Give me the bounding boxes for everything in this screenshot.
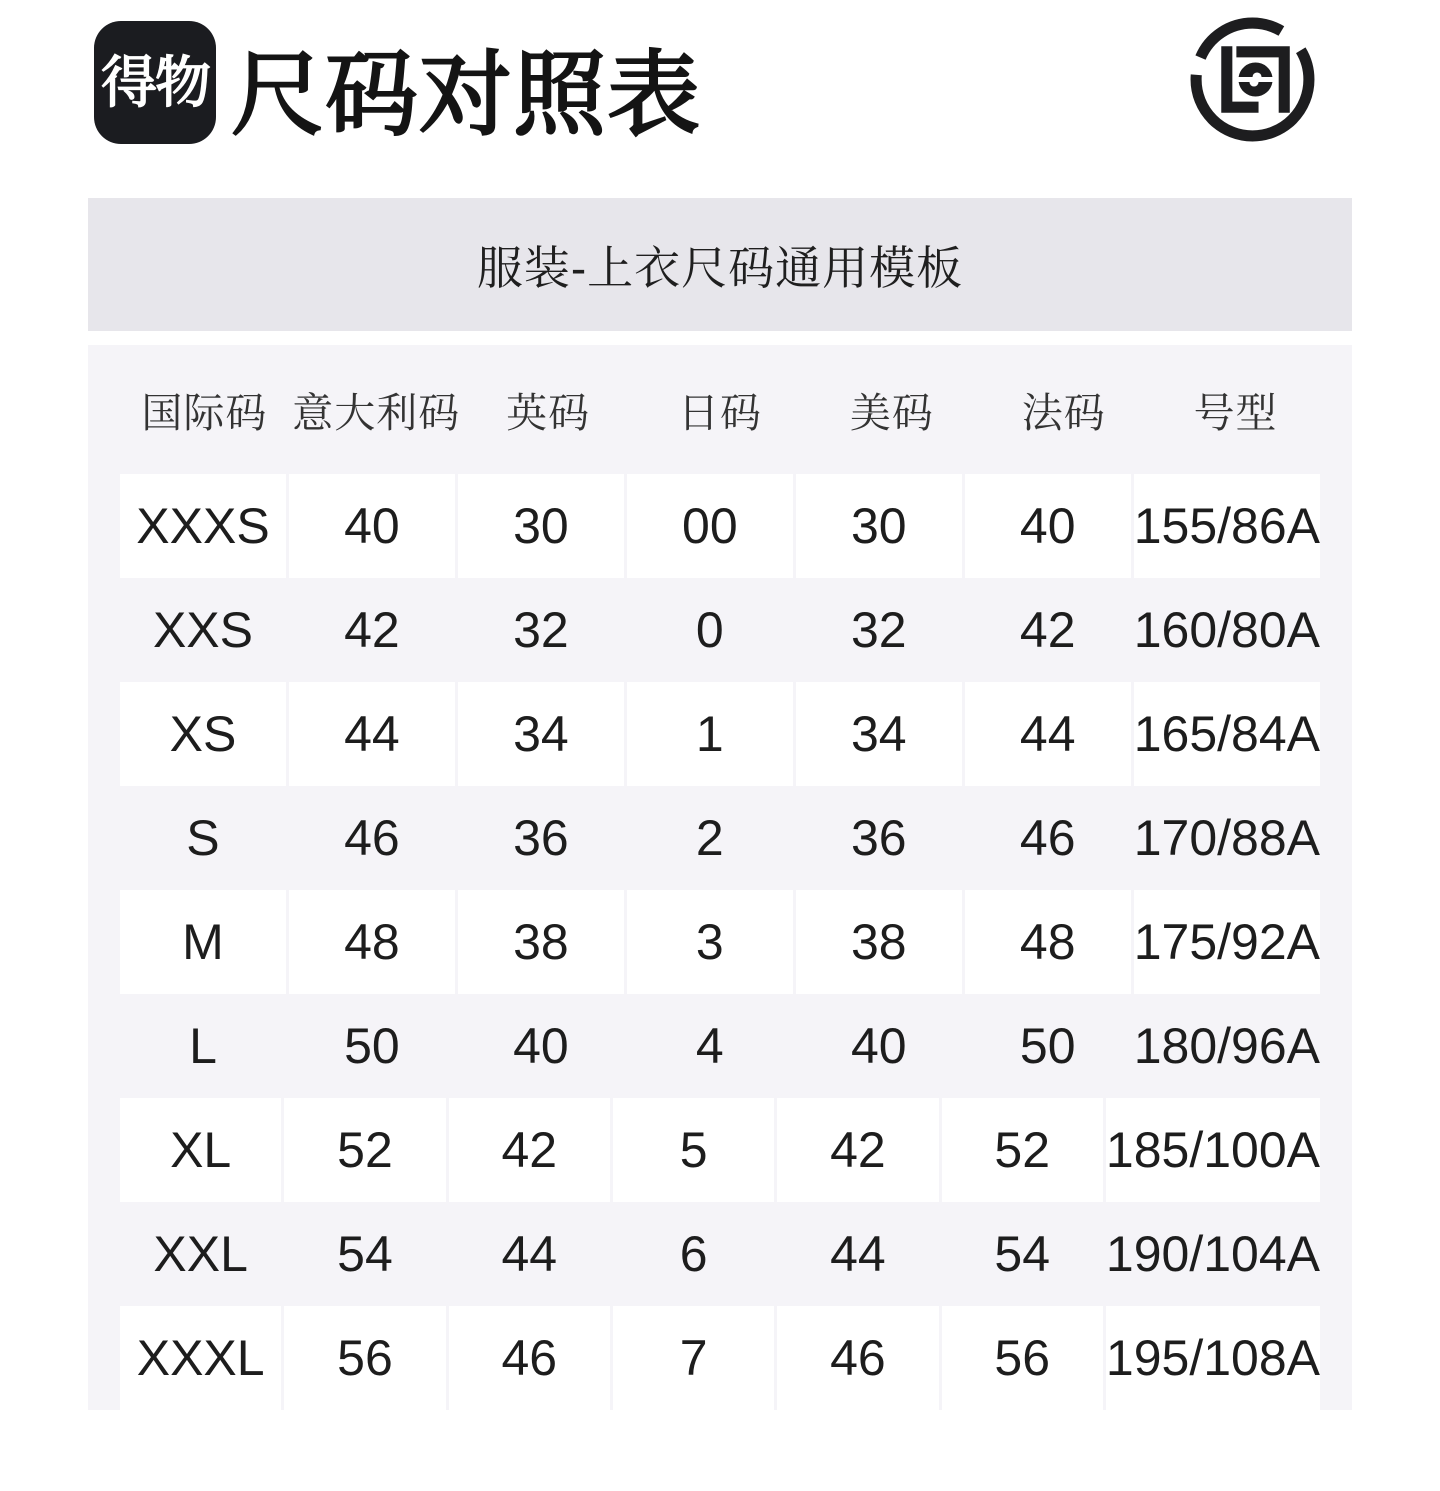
table-cell: 160/80A [1133,602,1320,658]
table-cell: 46 [449,1306,610,1410]
table-cell: 00 [627,474,793,578]
table-body [120,474,1320,1410]
table-cell: 32 [850,602,907,658]
table-cell: 0 [695,602,724,658]
table-cell: 50 [1019,1018,1076,1074]
table-cell: 170/88A [1133,810,1320,866]
dewu-logo-text: 得物 [101,50,209,114]
table-cell: 40 [289,474,455,578]
table-cell: XS [120,682,286,786]
column-header-uk: 英码 [506,390,591,436]
table-cell: XXL [153,1226,248,1282]
table-cell: 4 [695,1018,724,1074]
size-table [88,345,1352,1410]
table-cell: 46 [344,810,400,866]
table-cell: XXS [152,602,253,658]
table-cell: 48 [289,890,455,994]
table-header-row [120,345,1320,474]
table-cell: 40 [850,1018,907,1074]
table-cell: 52 [942,1098,1103,1202]
page-title: 尺码对照表 [231,43,701,147]
banner-title: 服装-上衣尺码通用模板 [476,241,964,294]
table-cell: 44 [830,1226,886,1282]
table-cell: 42 [1019,602,1076,658]
table-cell: 175/92A [1134,890,1320,994]
table-cell: 38 [796,890,962,994]
column-header-japan: 日码 [677,390,762,436]
column-header-us: 美码 [849,390,934,436]
table-cell: 44 [965,682,1131,786]
table-cell: S [186,810,220,866]
table-cell: 155/86A [1134,474,1320,578]
table-cell: 46 [1019,810,1076,866]
table-cell: 195/108A [1106,1306,1320,1410]
table-cell: 50 [344,1018,400,1074]
table-cell: 36 [513,810,569,866]
table-cell: 32 [513,602,569,658]
table-cell: 34 [458,682,624,786]
table-cell: 52 [284,1098,445,1202]
table-cell: 56 [284,1306,445,1410]
table-cell: 190/104A [1105,1226,1320,1282]
table-row [120,578,1320,682]
table-cell: 165/84A [1134,682,1320,786]
table-cell: 38 [458,890,624,994]
table-row [120,1306,1320,1410]
table-cell: 48 [965,890,1131,994]
table-cell: 34 [796,682,962,786]
column-header-international: 国际码 [141,390,268,436]
table-cell: 40 [965,474,1131,578]
table-cell: 54 [994,1226,1051,1282]
table-cell: 36 [850,810,907,866]
table-row [120,1098,1320,1202]
table-cell: 30 [458,474,624,578]
table-cell: L [189,1018,217,1074]
table-cell: 180/96A [1133,1018,1320,1074]
clot-monogram-icon [1186,13,1319,146]
table-row [120,786,1320,890]
table-cell: 2 [695,810,724,866]
template-banner [88,198,1352,331]
table-row [120,682,1320,786]
table-cell: 42 [344,602,400,658]
table-cell: M [120,890,286,994]
table-row [120,474,1320,578]
table-cell: 44 [289,682,455,786]
table-cell: 5 [613,1098,774,1202]
table-cell: 185/100A [1106,1098,1320,1202]
column-header-model: 号型 [1193,390,1278,436]
table-cell: 42 [777,1098,938,1202]
table-cell: 56 [942,1306,1103,1410]
table-cell: 30 [796,474,962,578]
table-cell: 3 [627,890,793,994]
table-cell: XXXL [120,1306,281,1410]
dewu-app-logo [94,21,216,144]
table-cell: 6 [679,1226,708,1282]
table-cell: 7 [613,1306,774,1410]
table-cell: 1 [627,682,793,786]
table-cell: 40 [513,1018,569,1074]
column-header-france: 法码 [1021,390,1106,436]
table-cell: 44 [501,1226,558,1282]
table-cell: 46 [777,1306,938,1410]
table-cell: 42 [449,1098,610,1202]
column-header-italy: 意大利码 [292,390,461,436]
table-cell: 54 [337,1226,393,1282]
table-row [120,890,1320,994]
table-row [120,994,1320,1098]
table-cell: XXXS [120,474,286,578]
table-row [120,1202,1320,1306]
table-cell: XL [120,1098,281,1202]
